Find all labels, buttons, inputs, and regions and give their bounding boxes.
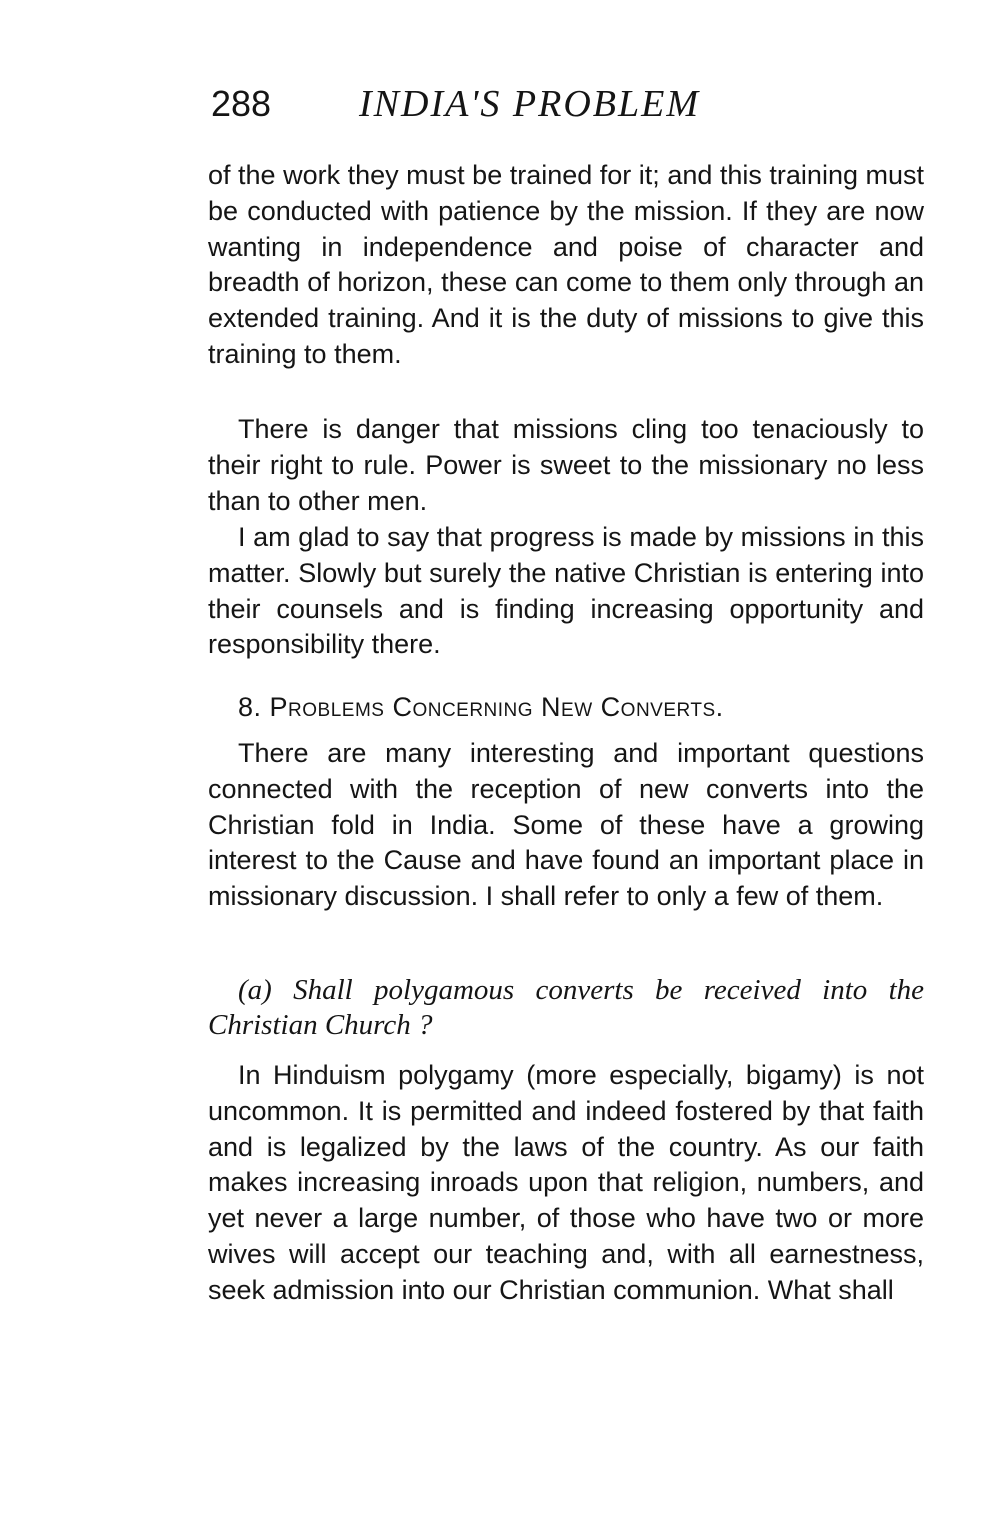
paragraph-3: I am glad to say that progress is made by missions in this matter. Slowly but surely the native Christian is entering into their counsels and is finding increasing opportunity and responsibility there.	[208, 522, 924, 660]
paragraph-5: In Hinduism polygamy (more especially, bigamy) is not uncommon. It is permitted and indeed fostered by that faith and is legalized by the laws of the country. As our faith makes increasing inroads upon that religion, numbers, and yet never a large number, of those who have two or more wives will accept our teaching and, with all earnestness, seek admission into our Christian communion. What shall	[208, 1060, 924, 1305]
page-number: 288	[211, 83, 272, 124]
paragraph-1: of the work they must be trained for it; and this training must be conducted with patience by the mission. If they are now wanting in independence and poise of character and breadth of horizon, these can come to them only through an extended training. And it is the duty of missions to give this training to them.	[208, 160, 924, 369]
subheading: (a) Shall polygamous converts be received into the Christian Church ?	[208, 974, 924, 1041]
paragraph-4: There are many interesting and important questions connected with the reception of new converts into the Christian fold in India. Some of these have a growing interest to the Cause and have found an important place in missionary discussion. I shall refer to only a few of them.	[208, 738, 924, 912]
page-header	[211, 80, 931, 130]
running-head: INDIA'S PROBLEM	[359, 83, 701, 125]
section-heading: 8. Problems Concerning New Converts.	[238, 692, 724, 722]
paragraph-2: There is danger that missions cling too tenaciously to their right to rule. Power is sweet to the missionary no less than to other men.	[208, 414, 924, 516]
